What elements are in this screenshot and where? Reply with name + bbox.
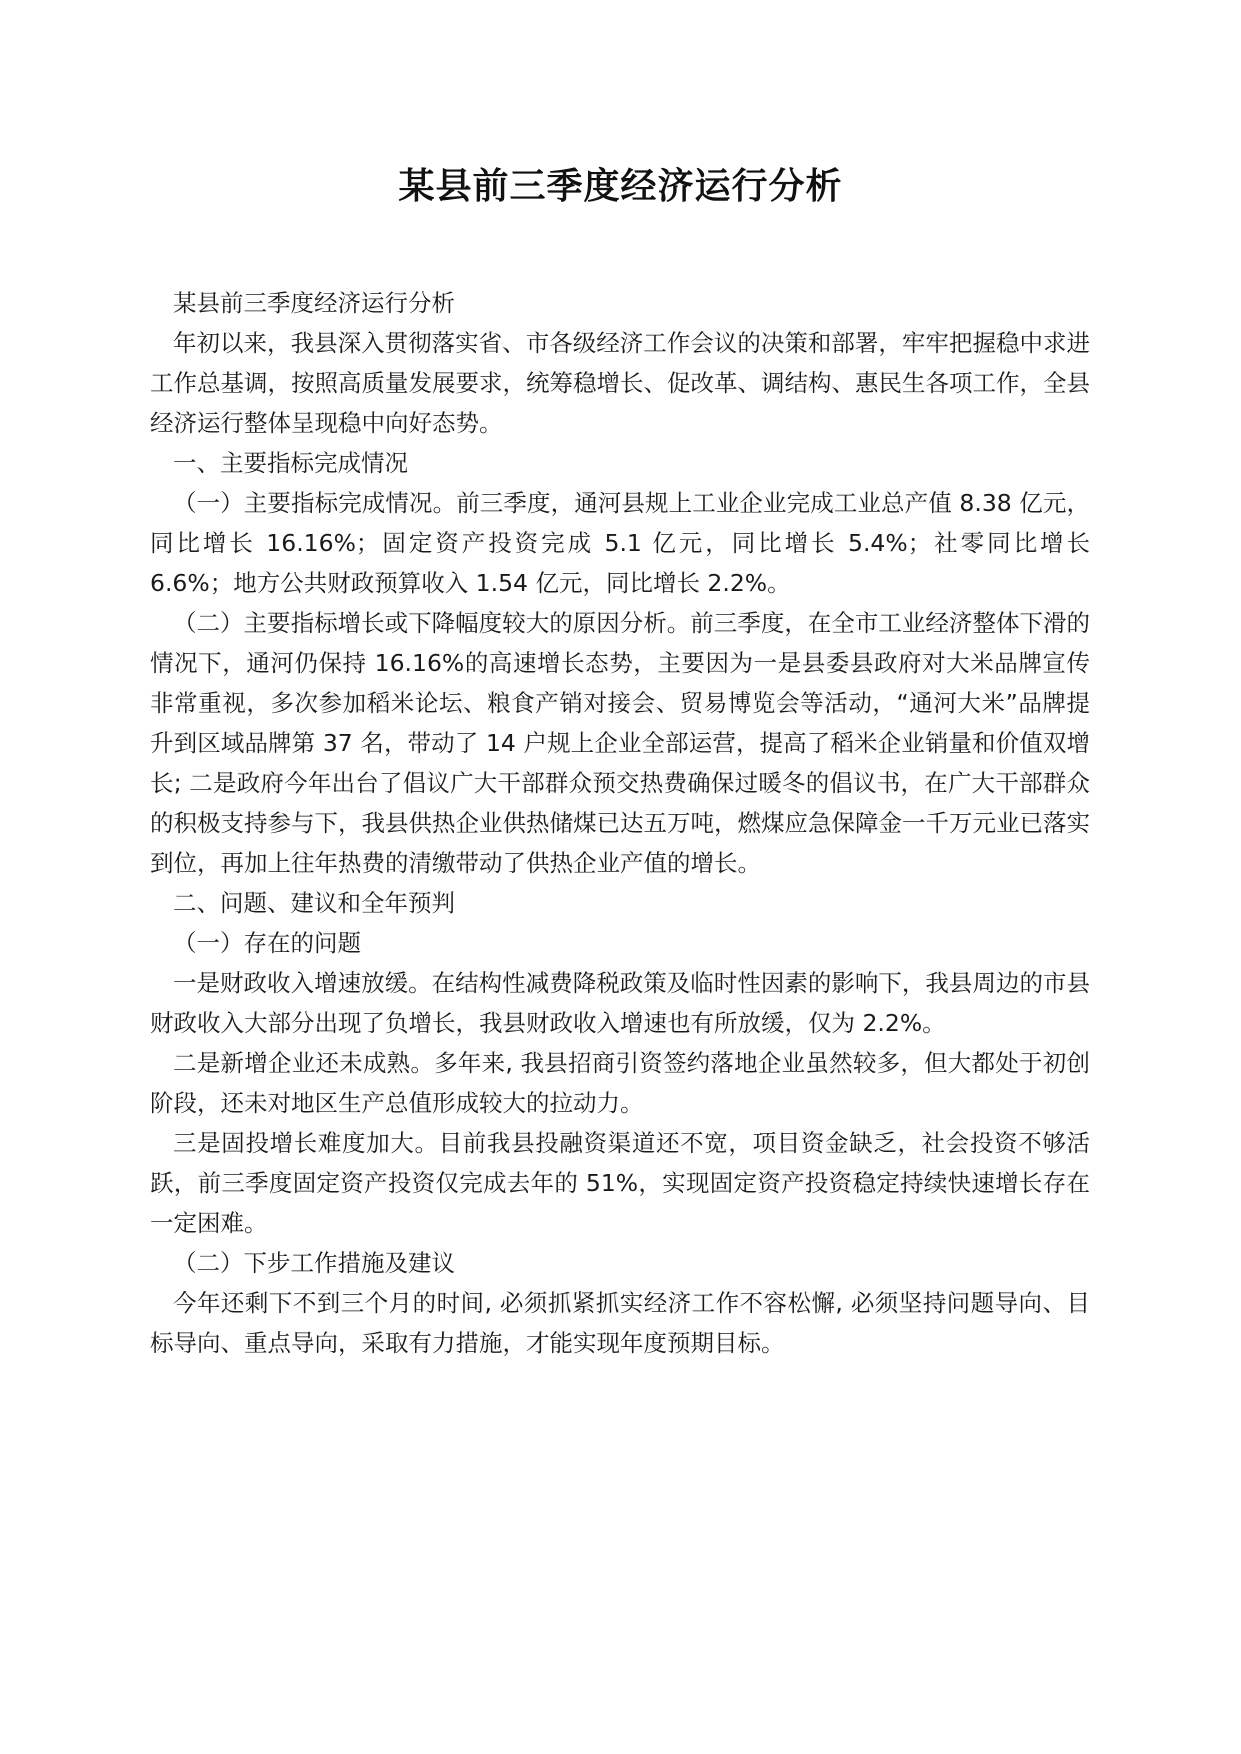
section-heading-2: 二、问题、建议和全年预判 bbox=[173, 889, 455, 917]
subsection-heading-problems: （一）存在的问题 bbox=[173, 929, 361, 957]
problem-paragraph-3: 三是固投增长难度加大。目前我县投融资渠道还不宽，项目资金缺乏，社会投资不够活跃，前三季度固定资产投资仅完成去年的 51%，实现固定资产投资稳定持续快速增长存在一定困难。 bbox=[150, 1129, 1090, 1237]
indicators-paragraph: （一）主要指标完成情况。前三季度，通河县规上工业企业完成工业总产值 8.38 亿元，同比增长 16.16%；固定资产投资完成 5.1 亿元，同比增长 5.4%；社零同比增长 6.6%；地方公共财政预算收入 1.54 亿元，同比增长 2.2%。 bbox=[150, 489, 1090, 597]
intro-paragraph: 年初以来，我县深入贯彻落实省、市各级经济工作会议的决策和部署，牢牢把握稳中求进工作总基调，按照高质量发展要求，统筹稳增长、促改革、调结构、惠民生各项工作，全县经济运行整体呈现稳中向好态势。 bbox=[150, 329, 1090, 437]
document-body bbox=[150, 283, 1090, 1363]
problem-paragraph-2: 二是新增企业还未成熟。多年来, 我县招商引资签约落地企业虽然较多，但大都处于初创阶段，还未对地区生产总值形成较大的拉动力。 bbox=[150, 1049, 1090, 1117]
problem-paragraph-1: 一是财政收入增速放缓。在结构性减费降税政策及临时性因素的影响下，我县周边的市县财政收入大部分出现了负增长，我县财政收入增速也有所放缓，仅为 2.2%。 bbox=[150, 969, 1090, 1037]
document-title: 某县前三季度经济运行分析 bbox=[398, 166, 843, 207]
measures-paragraph: 今年还剩下不到三个月的时间, 必须抓紧抓实经济工作不容松懈, 必须坚持问题导向、目标导向、重点导向，采取有力措施，才能实现年度预期目标。 bbox=[150, 1289, 1090, 1357]
subtitle-paragraph: 某县前三季度经济运行分析 bbox=[173, 289, 455, 317]
section-heading-1: 一、主要指标完成情况 bbox=[173, 449, 408, 477]
analysis-paragraph: （二）主要指标增长或下降幅度较大的原因分析。前三季度，在全市工业经济整体下滑的情况下，通河仍保持 16.16%的高速增长态势，主要因为一是县委县政府对大米品牌宣传非常重视，多次参加稻米论坛、粮食产销对接会、贸易博览会等活动，“通河大米”品牌提升到区域品牌第 37 名，带动了 14 户规上企业全部运营，提高了稻米企业销量和价值双增长; 二是政府今年出台了倡议广大干部群众预交热费确保过暖冬的倡议书，在广大干部群众的积极支持参与下，我县供热企业供热储煤已达五万吨，燃煤应急保障金一千万元业已落实到位，再加上往年热费的清缴带动了供热企业产值的增长。 bbox=[150, 609, 1090, 877]
subsection-heading-measures: （二）下步工作措施及建议 bbox=[173, 1249, 455, 1277]
